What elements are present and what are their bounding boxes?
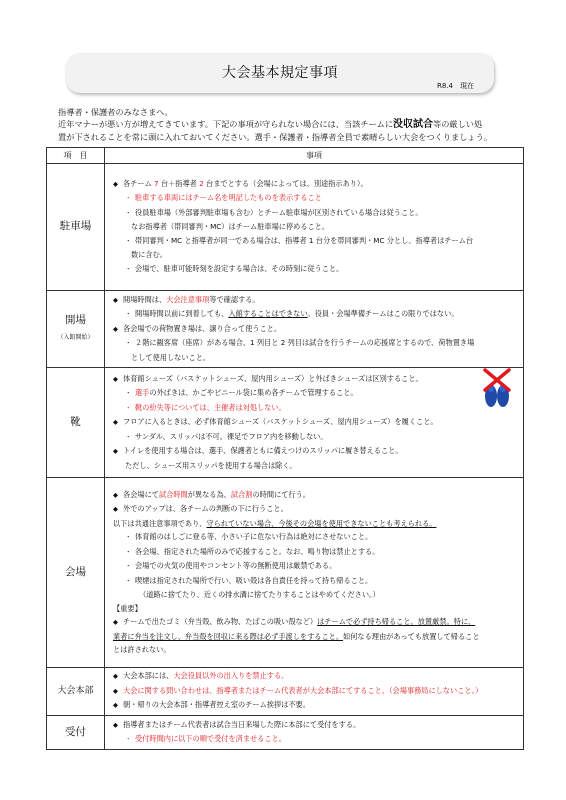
dot-bullet-icon: ・ xyxy=(125,432,132,441)
diamond-bullet-icon: ◆ xyxy=(113,418,118,427)
text: 守られていない場合、今後その会場を使用できないことも考えられる。 xyxy=(206,518,437,528)
row-opening xyxy=(47,291,524,368)
dot-bullet-icon: ・ xyxy=(125,194,132,203)
list-item: なお指導者（帯同審判・MC）はチーム駐車場に停めること。 xyxy=(131,222,330,232)
dot-bullet-icon: ・ xyxy=(125,339,132,348)
list-item xyxy=(113,262,519,277)
text: 各会場にて xyxy=(123,489,159,499)
item-venue: 会場 xyxy=(47,478,105,668)
dot-bullet-icon: ・ xyxy=(125,208,132,217)
text: サンダル、スリッパは不可。裸足でフロア内を移動しない。 xyxy=(135,431,328,441)
item-opening-label: 開場 xyxy=(65,313,86,326)
list-item xyxy=(113,530,519,545)
item-hq: 大会本部 xyxy=(47,668,105,716)
diamond-bullet-icon: ◆ xyxy=(113,701,118,710)
list-item xyxy=(113,386,519,401)
text: 外でのアップは、各チームの判断の下に行うこと。 xyxy=(123,504,288,513)
text: チームで出たゴミ（弁当殻、飲み物、たばこの吸い殻など） xyxy=(123,617,318,626)
intro-text xyxy=(58,106,528,143)
dot-bullet-icon: ・ xyxy=(125,403,132,412)
title-box xyxy=(66,53,494,93)
content-hq xyxy=(105,668,524,716)
list-item xyxy=(113,401,519,416)
text: 各会場、指定された場所のみで応援すること。なお、鳴り物は禁止とする。 xyxy=(135,546,380,556)
list-item xyxy=(113,559,519,574)
list-item xyxy=(113,545,519,560)
diamond-bullet-icon: ◆ xyxy=(113,505,118,513)
row-venue xyxy=(47,478,524,668)
list-item xyxy=(113,177,519,192)
diamond-bullet-icon: ◆ xyxy=(113,686,118,695)
table-header-row xyxy=(47,148,524,164)
text: ２階に観客席（座席）がある場合、1 列目と 2 列目は試合を行うチームの応援席とするので、荷物置き場 xyxy=(135,338,475,348)
forfeit-emphasis: 没収試合 xyxy=(393,119,434,130)
text: 試合割 xyxy=(230,489,253,499)
list-item: とは許されない。 xyxy=(113,645,171,654)
text: フロアに入るときは、必ず体育館シューズ（バスケットシューズ、屋内用シューズ）を履くこと。 xyxy=(123,417,438,427)
text: 如何なる理由があっても放置して帰ること xyxy=(343,631,480,641)
text: 各チーム xyxy=(123,178,155,188)
text: 受付時間内に以下の順で受付を済ませること。 xyxy=(135,734,286,743)
item-shoes: 靴 xyxy=(47,368,105,478)
content-reception xyxy=(105,716,524,750)
dot-bullet-icon: ・ xyxy=(125,389,132,398)
diamond-bullet-icon: ◆ xyxy=(113,374,118,383)
list-item xyxy=(113,444,519,459)
dot-bullet-icon: ・ xyxy=(125,576,132,585)
list-item xyxy=(113,615,519,630)
item-parking: 駐車場 xyxy=(47,164,105,291)
text: 試合時間 xyxy=(158,489,188,499)
text: 入館することはできない xyxy=(228,309,308,319)
diamond-bullet-icon: ◆ xyxy=(113,179,118,188)
date-label: R8.4 現在 xyxy=(437,82,474,90)
text: 帯同審判・MC と指導者が同一である場合は、指導者 1 台分を帯同審判・MC 分とし、指導者はチーム台 xyxy=(135,235,474,245)
text: 開場時間は、 xyxy=(123,294,167,304)
dot-bullet-icon: ・ xyxy=(125,562,132,570)
text: トイレを使用する場合は、選手、保護者ともに備えつけのスリッパに履き替えること。 xyxy=(123,446,403,456)
intro-line-2 xyxy=(58,118,528,131)
diamond-bullet-icon: ◆ xyxy=(113,324,118,333)
intro-text-span: 等の厳しい処 xyxy=(433,119,483,129)
list-item xyxy=(113,732,519,747)
list-item xyxy=(113,191,519,206)
diamond-bullet-icon: ◆ xyxy=(113,295,118,304)
list-item xyxy=(113,307,519,322)
text: 選手 xyxy=(135,388,150,398)
text: 体育館のはしごに登る等、小さい子に危ない行為は絶対にさせないこと。 xyxy=(135,532,373,541)
car-limit-team: 7 xyxy=(154,178,159,188)
dot-bullet-icon: ・ xyxy=(125,310,132,319)
row-parking xyxy=(47,164,524,291)
list-item xyxy=(113,669,519,684)
text: の外ばきは、かごやビニール袋に集め各チームで管理すること。 xyxy=(149,388,358,398)
list-item: として使用しないこと。 xyxy=(131,352,211,362)
content-venue xyxy=(105,478,524,668)
dot-bullet-icon: ・ xyxy=(125,236,132,245)
list-item xyxy=(113,293,519,308)
list-item: ただし、シューズ用スリッパを使用する場合は除く。 xyxy=(125,460,297,470)
row-shoes xyxy=(47,368,524,478)
list-item xyxy=(113,336,519,351)
list-item xyxy=(113,698,519,713)
text: 会場で、駐車可能時刻を設定する場合は、その時刻に従うこと。 xyxy=(135,263,344,273)
item-reception: 受付 xyxy=(47,716,105,750)
diamond-bullet-icon: ◆ xyxy=(113,618,118,626)
text: 特に、 xyxy=(453,617,476,626)
text: 開場時間以前に到着しても、 xyxy=(135,309,229,319)
list-item xyxy=(113,630,519,644)
header-item: 項 目 xyxy=(47,148,105,164)
list-item xyxy=(113,234,519,249)
list-item xyxy=(113,488,519,503)
diamond-bullet-icon: ◆ xyxy=(113,672,118,681)
text: が異なる為、 xyxy=(187,489,231,499)
no-shoes-icon xyxy=(477,368,517,410)
text: 等で確認する。 xyxy=(209,294,260,304)
list-item xyxy=(113,502,519,517)
text: はチームで必ず持ち帰ること。放置厳禁。 xyxy=(317,617,454,626)
diamond-bullet-icon: ◆ xyxy=(113,447,118,456)
item-opening-sub: （入館開始） xyxy=(57,334,94,341)
list-item xyxy=(113,322,519,337)
intro-text-span: 近年マナーが悪い方が増えてきています。下記の事項が守られない場合には、当該チームに xyxy=(58,119,394,129)
text: 駐車する車両にはチーム名を明記したものを表示すること xyxy=(135,193,322,203)
list-item: 数に含む。 xyxy=(131,250,167,260)
text: 業者に弁当を注文し、弁当殻を回収に来る際は必ず手渡しをすること。 xyxy=(113,631,344,641)
list-item xyxy=(113,517,519,531)
row-reception xyxy=(47,716,524,750)
list-item xyxy=(113,206,519,221)
rules-table xyxy=(46,147,524,750)
text: 台までとする（会場によっては、別途指示あり）。 xyxy=(203,178,368,188)
text: 以下は共通注意事項であり、 xyxy=(113,518,207,528)
dot-bullet-icon: ・ xyxy=(125,533,132,541)
text: 大会本部には、 xyxy=(123,671,174,681)
list-item xyxy=(113,684,519,699)
text: 大会注意事項 xyxy=(166,294,210,304)
diamond-bullet-icon: ◆ xyxy=(113,720,118,729)
header-content: 事項 xyxy=(105,148,524,164)
dot-bullet-icon: ・ xyxy=(125,735,132,743)
text: 大会に関する問い合わせは、指導者またはチーム代表者が大会本部にてすること。（会場事務局にしないこと。） xyxy=(123,685,483,695)
list-item xyxy=(113,430,519,445)
text: 。役員・会場準備チームはこの限りではない。 xyxy=(307,309,459,319)
row-hq xyxy=(47,668,524,716)
text: 会場での火気の使用やコンセント等の無断使用は厳禁である。 xyxy=(135,561,337,570)
content-opening xyxy=(105,291,524,368)
content-shoes xyxy=(105,368,524,478)
list-item xyxy=(113,574,519,589)
text: 靴の紛失等については、主催者は対処しない。 xyxy=(135,402,286,412)
important-label: 【重要】 xyxy=(113,603,142,613)
text: 各会場での荷物置き場は、譲り合って使うこと。 xyxy=(123,323,282,333)
page-title: 大会基本規定事項 xyxy=(222,65,338,81)
car-limit-coach: 2 xyxy=(199,178,204,188)
list-item xyxy=(113,372,519,387)
dot-bullet-icon: ・ xyxy=(125,547,132,556)
diamond-bullet-icon: ◆ xyxy=(113,490,118,499)
intro-line-1: 指導者・保護者のみなさまへ。 xyxy=(58,107,173,117)
text: の時間にて行う。 xyxy=(252,489,310,499)
intro-line-3: 置が下されることを常に頭に入れておいてください。選手・保護者・指導者全員で素晴らしい大会をつくりましょう。 xyxy=(58,132,492,142)
text: 朝・帰りの大会本部・指導者控え室のチーム挨拶は不要。 xyxy=(123,700,310,710)
text: 指導者またはチーム代表者は試合当日来場した際に本部にて受付をする。 xyxy=(123,719,361,729)
content-parking xyxy=(105,164,524,291)
item-opening xyxy=(47,291,105,368)
text: 体育館シューズ（バスケットシューズ、屋内用シューズ）と外ばきシューズは区別すること。 xyxy=(123,373,423,383)
dot-bullet-icon: ・ xyxy=(125,264,132,273)
list-item xyxy=(113,415,519,430)
list-item xyxy=(113,718,519,733)
list-item: （道路に捨てたり、近くの排水溝に捨てたりすることはやめてください。） xyxy=(139,590,380,599)
text: 喫煙は指定された場所で行い、吸い殻は各自責任を持って持ち帰ること。 xyxy=(135,575,373,585)
text: 役員駐車場（外部審判駐車場も含む）とチーム駐車場が区別されている場合は従うこと。 xyxy=(135,207,423,217)
text: 大会役員以外の出入りを禁止する。 xyxy=(173,671,289,681)
text: 台＋指導者 xyxy=(158,178,200,188)
